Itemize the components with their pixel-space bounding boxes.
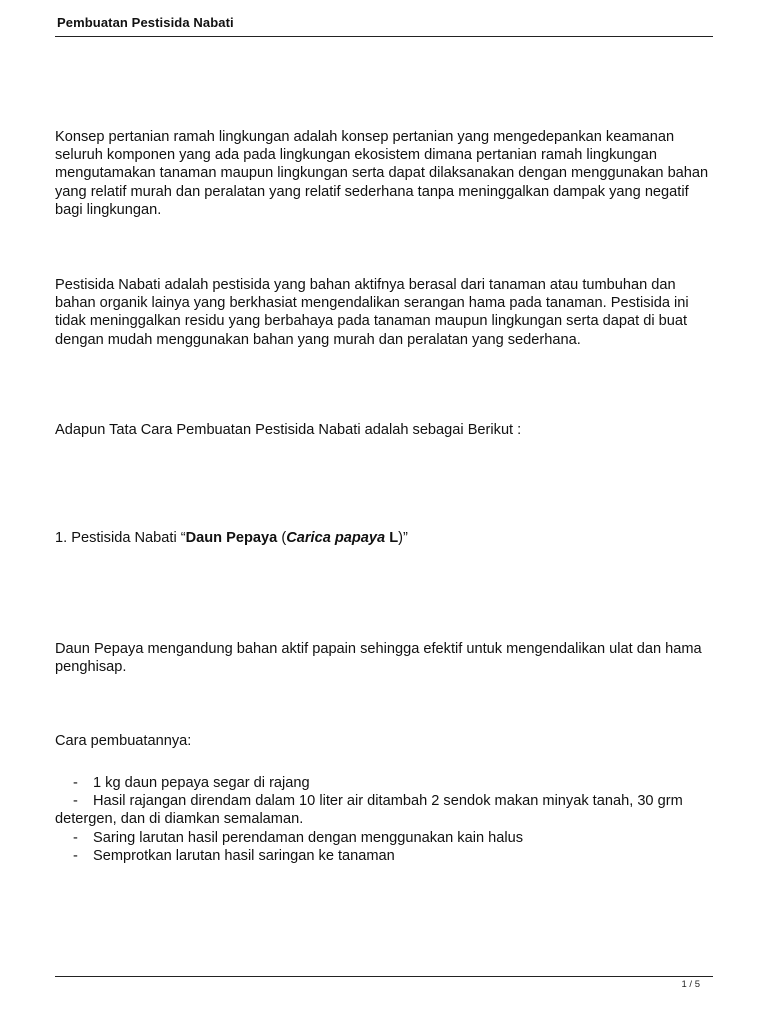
list-item bbox=[55, 774, 715, 792]
document-title: Pembuatan Pestisida Nabati bbox=[57, 15, 234, 30]
step-text: Hasil rajangan direndam dalam 10 liter air ditambah 2 sendok makan minyak tanah, 30 grm detergen, dan di diamkan semalaman. bbox=[55, 793, 683, 828]
definition-paragraph: Pestisida Nabati adalah pestisida yang bahan aktifnya berasal dari tanaman atau tumbuhan dan bahan organik lainya yang berkhasiat mengendalikan serangan hama pada tanaman. Pestisida ini tidak meninggalkan residu yang berbahaya pada tanaman maupun lingkungan serta dapat di buat dengan mudah menggunakan bahan yang murah dan peralatan yang sederhana. bbox=[55, 277, 689, 348]
plant-name: Daun Pepaya bbox=[185, 530, 278, 546]
scientific-name: Carica papaya bbox=[286, 530, 386, 546]
open-paren: ( bbox=[277, 530, 287, 546]
list-dash: - bbox=[73, 793, 78, 810]
page-header bbox=[55, 14, 713, 37]
intro-paragraph: Konsep pertanian ramah lingkungan adalah konsep pertanian yang mengedepankan keamanan seluruh komponen yang ada pada lingkungan ekosistem dimana pertanian ramah lingkungan mengutamakan tanaman maupun lingkungan serta dapat dilaksanakan dengan menggunakan bahan yang relatif murah dan peralatan yang relatif sederhana tanpa meninggalkan dampak yang negatif bagi lingkungan. bbox=[55, 129, 709, 218]
page-number: 1 / 5 bbox=[681, 979, 700, 990]
list-item bbox=[55, 847, 715, 865]
scientific-author: L bbox=[385, 530, 399, 546]
step-text: Saring larutan hasil perendaman dengan menggunakan kain halus bbox=[93, 829, 524, 846]
list-dash: - bbox=[73, 847, 78, 864]
list-item bbox=[55, 829, 715, 847]
list-dash: - bbox=[73, 775, 78, 791]
step-text: 1 kg daun pepaya segar di rajang bbox=[93, 775, 310, 791]
section-heading-prefix: 1. Pestisida Nabati “ bbox=[55, 530, 186, 546]
papaya-description-paragraph: Daun Pepaya mengandung bahan aktif papain sehingga efektif untuk mengendalikan ulat dan hama penghisap. bbox=[55, 641, 702, 676]
list-item bbox=[55, 792, 715, 828]
section-heading bbox=[55, 529, 715, 547]
list-dash: - bbox=[73, 829, 78, 846]
footer-divider bbox=[55, 976, 713, 977]
step-text: Semprotkan larutan hasil saringan ke tanaman bbox=[93, 847, 395, 864]
steps-list bbox=[55, 774, 715, 865]
section-heading-suffix: )” bbox=[398, 530, 408, 546]
procedure-intro-paragraph: Adapun Tata Cara Pembuatan Pestisida Nabati adalah sebagai Berikut : bbox=[55, 422, 522, 438]
method-label: Cara pembuatannya: bbox=[55, 733, 192, 749]
